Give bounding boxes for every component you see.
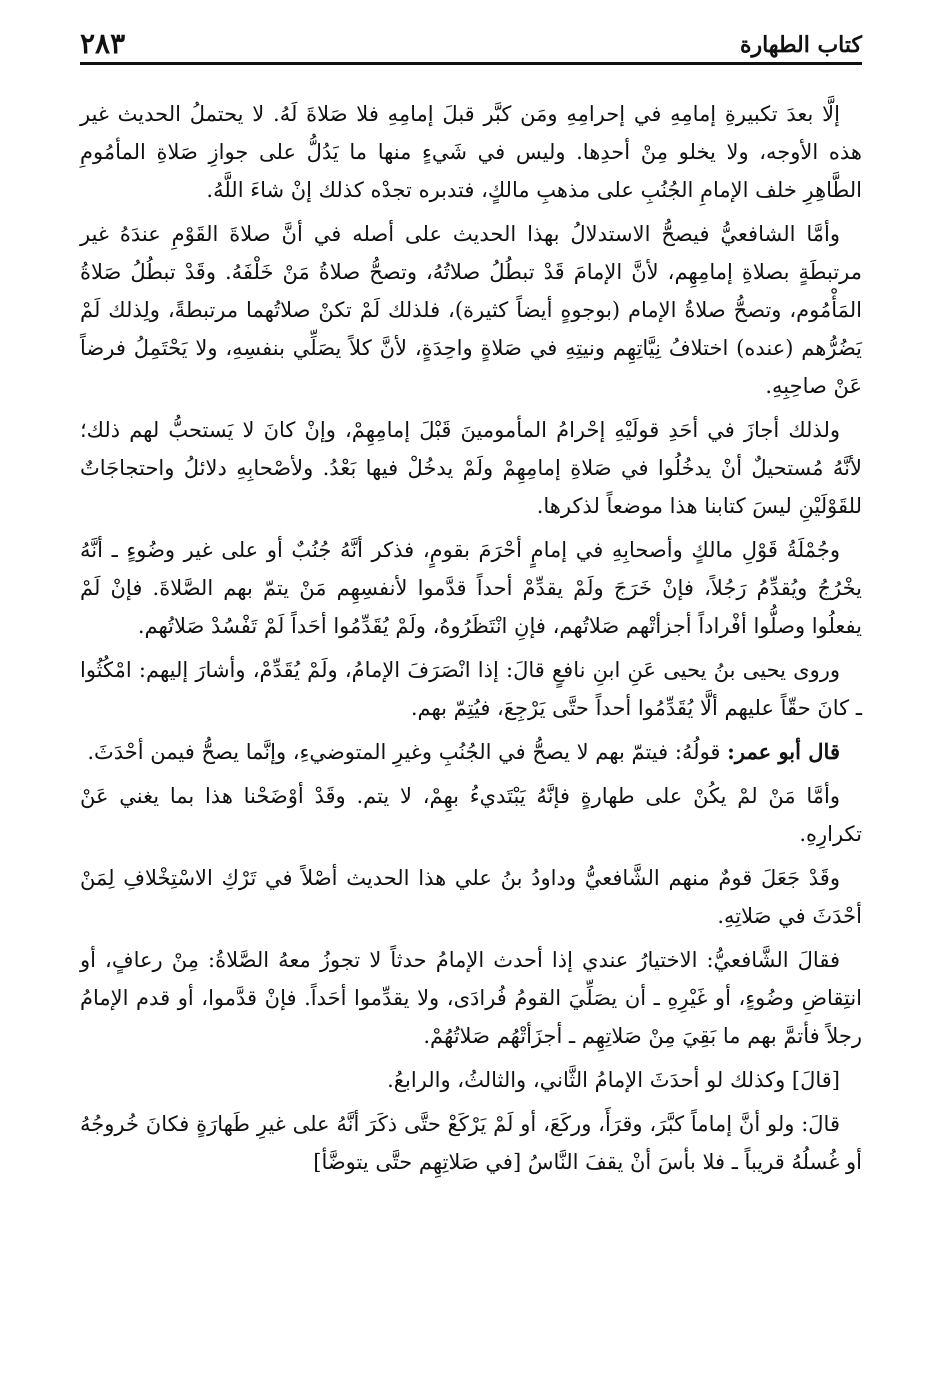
paragraph-text: وأمَّا مَنْ لمْ يكُنْ على طهارةٍ فإنَّهُ يَبْتَديءُ بهِمْ، لا يتم. وقَدْ أوْضَحْنا هذا بما يغني عَنْ تكرارِهِ. xyxy=(80,784,862,846)
paragraph-text: [قالَ] وكذلك لو أحدَثَ الإمامُ الثَّاني، والثالثُ، والرابعُ. xyxy=(387,1068,840,1092)
paragraph-text: إلَّا بعدَ تكبيرةِ إمامِهِ في إحرامِهِ ومَن كبَّر قبلَ إمامِهِ فلا صَلاةَ لَهُ. لا يحتملُ الحديث غير هذه الأوجه، ولا يخلو مِنْ أحدِها. وليس في شَيءٍ منها ما يَدُلُّ على جوازِ صَلاةِ المأمُومِ الطَّاهِرِ خلف الإمامِ الجُنُبِ على مذهبِ مالكٍ، فتدبره تجدْه كذلك إنْ شاءَ اللَّهُ. xyxy=(80,102,862,202)
paragraph-text: وروى يحيى بنُ يحيى عَنِ ابنِ نافعٍ قالَ: إذا انْصَرَفَ الإمامُ، ولَمْ يُقَدِّمْ، وأشارَ إليهم: امْكُثُوا ـ كانَ حقّاً عليهم ألَّا يُقَدِّمُوا أحداً حتَّى يَرْجِعَ، فيُتِمّ بهم. xyxy=(80,658,862,720)
paragraph xyxy=(80,1105,862,1181)
paragraph-text: قالَ: ولو أنَّ إماماً كبَّرَ، وقرَأَ، وركَعَ، أو لَمْ يَرْكَعْ حتَّى ذكَرَ أنَّهُ على غيرِ طَهارَةٍ فكانَ خُروجُهُ أو غُسلُهُ قريباً ـ فلا بأسَ أنْ يقفَ النَّاسُ [في صَلاتِهِم حتَّى يتوضَّأ] xyxy=(80,1112,862,1174)
book-page xyxy=(80,22,862,1187)
paragraph xyxy=(80,859,862,935)
paragraph xyxy=(80,215,862,405)
paragraph-text: ولذلك أجازَ في أحَدِ قولَيْهِ إحْرامُ المأمومينَ قَبْلَ إمامِهِمْ، وإنْ كانَ لا يَستحبُّ لهم ذلك؛ لأنَّهُ مُستحيلٌ أنْ يدخُلُوا في صَلاةِ إمامِهِمْ ولَمْ يدخُلْ فيها بَعْدُ. ولأصْحابِهِ دلائلُ واحتجاجَاتٌ للقَوْلَيْنِ ليسَ كتابنا هذا موضعاً لذكرها. xyxy=(80,418,862,518)
paragraph xyxy=(80,95,862,209)
body-text xyxy=(80,95,862,1181)
paragraph-text: وأمَّا الشافعيُّ فيصحُّ الاستدلالُ بهذا الحديث على أصله في أنَّ صلاةَ القَوْمِ عندَهُ غير مرتبطَةٍ بصلاةِ إمامِهِم، لأنَّ الإمامَ قَدْ تبطُلُ صلاتُهُ، وتصحُّ صلاةُ مَنْ خَلْفَهُ. وقَدْ تبطُلُ صَلاةُ المَأْمُوم، وتصحُّ صلاةُ الإمام (بوجوهٍ أيضاً كثيرة)، فلذلك لَمْ تكنْ صلاتُهما مرتبطةً، ولِذلك لَمْ يَضُرُّهم (عنده) اختلافُ نِيَّاتِهِم ونيتِهِ في صَلاةٍ واحِدَةٍ، لأنَّ كلاً يصَلِّي بنفسِهِ، ولا يَحْتَمِلُ فرضاً عَنْ صاحِبِهِ. xyxy=(80,222,862,398)
paragraph-text: فقالَ الشَّافعيُّ: الاختيارُ عندي إذا أحدث الإمامُ حدثاً لا تجوزُ معهُ الصَّلاةُ: مِنْ رعافٍ، أو انتِقاضِ وضُوءٍ، أو غَيْرِهِ ـ أن يصَلِّيَ القومُ فُرادَى، ولا يقدِّموا أحَداً. فإنْ قدَّموا، أو قدم الإمامُ رجلاً فأتمَّ بهم ما بَقِيَ مِنْ صَلاتِهِم ـ أجزَأتْهُم صَلاتُهُمْ. xyxy=(80,948,862,1048)
paragraph xyxy=(80,777,862,853)
paragraph-text: وقَدْ جَعَلَ قومٌ منهم الشَّافعيُّ وداودُ بنُ علي هذا الحديث أصْلاً في تَرْكِ الاسْتِخْلافِ لِمَنْ أحْدَثَ في صَلاتِهِ. xyxy=(80,866,862,928)
paragraph-lead: قال أبو عمر: xyxy=(727,739,840,764)
page-number: ٢٨٣ xyxy=(80,27,126,60)
paragraph xyxy=(80,411,862,525)
running-header xyxy=(80,22,862,65)
book-title: كتاب الطهارة xyxy=(739,32,862,58)
paragraph-text: قولُهُ: فيتمّ بهم لا يصحُّ في الجُنُبِ وغيرِ المتوضيءِ، وإنَّما يصحُّ فيمن أحْدَثَ. xyxy=(87,740,728,764)
paragraph xyxy=(80,1061,862,1099)
paragraph xyxy=(80,531,862,645)
paragraph xyxy=(80,733,862,771)
paragraph xyxy=(80,651,862,727)
paragraph-text: وجُمْلَةُ قَوْلِ مالكٍ وأصحابِهِ في إمامٍ أحْرَمَ بقومٍ، فذكر أنَّهُ جُنُبٌ أو على غير وضُوءٍ ـ أنَّهُ يخْرُجُ ويُقدِّمُ رَجُلاً، فإنْ خَرَجَ ولَمْ يقدِّمْ أحداً قدَّموا لأنفسِهِم مَنْ يتمّ بهم الصَّلاةَ. فإنْ لَمْ يفعلُوا وصلُّوا أفْراداً أجزأتْهم صَلاتُهم، فإنِ انْتَظَرُوهُ، ولَمْ يُقَدِّمُوا أحَداً لَمْ تَفْسُدْ صَلاتُهم. xyxy=(80,538,862,638)
paragraph xyxy=(80,941,862,1055)
